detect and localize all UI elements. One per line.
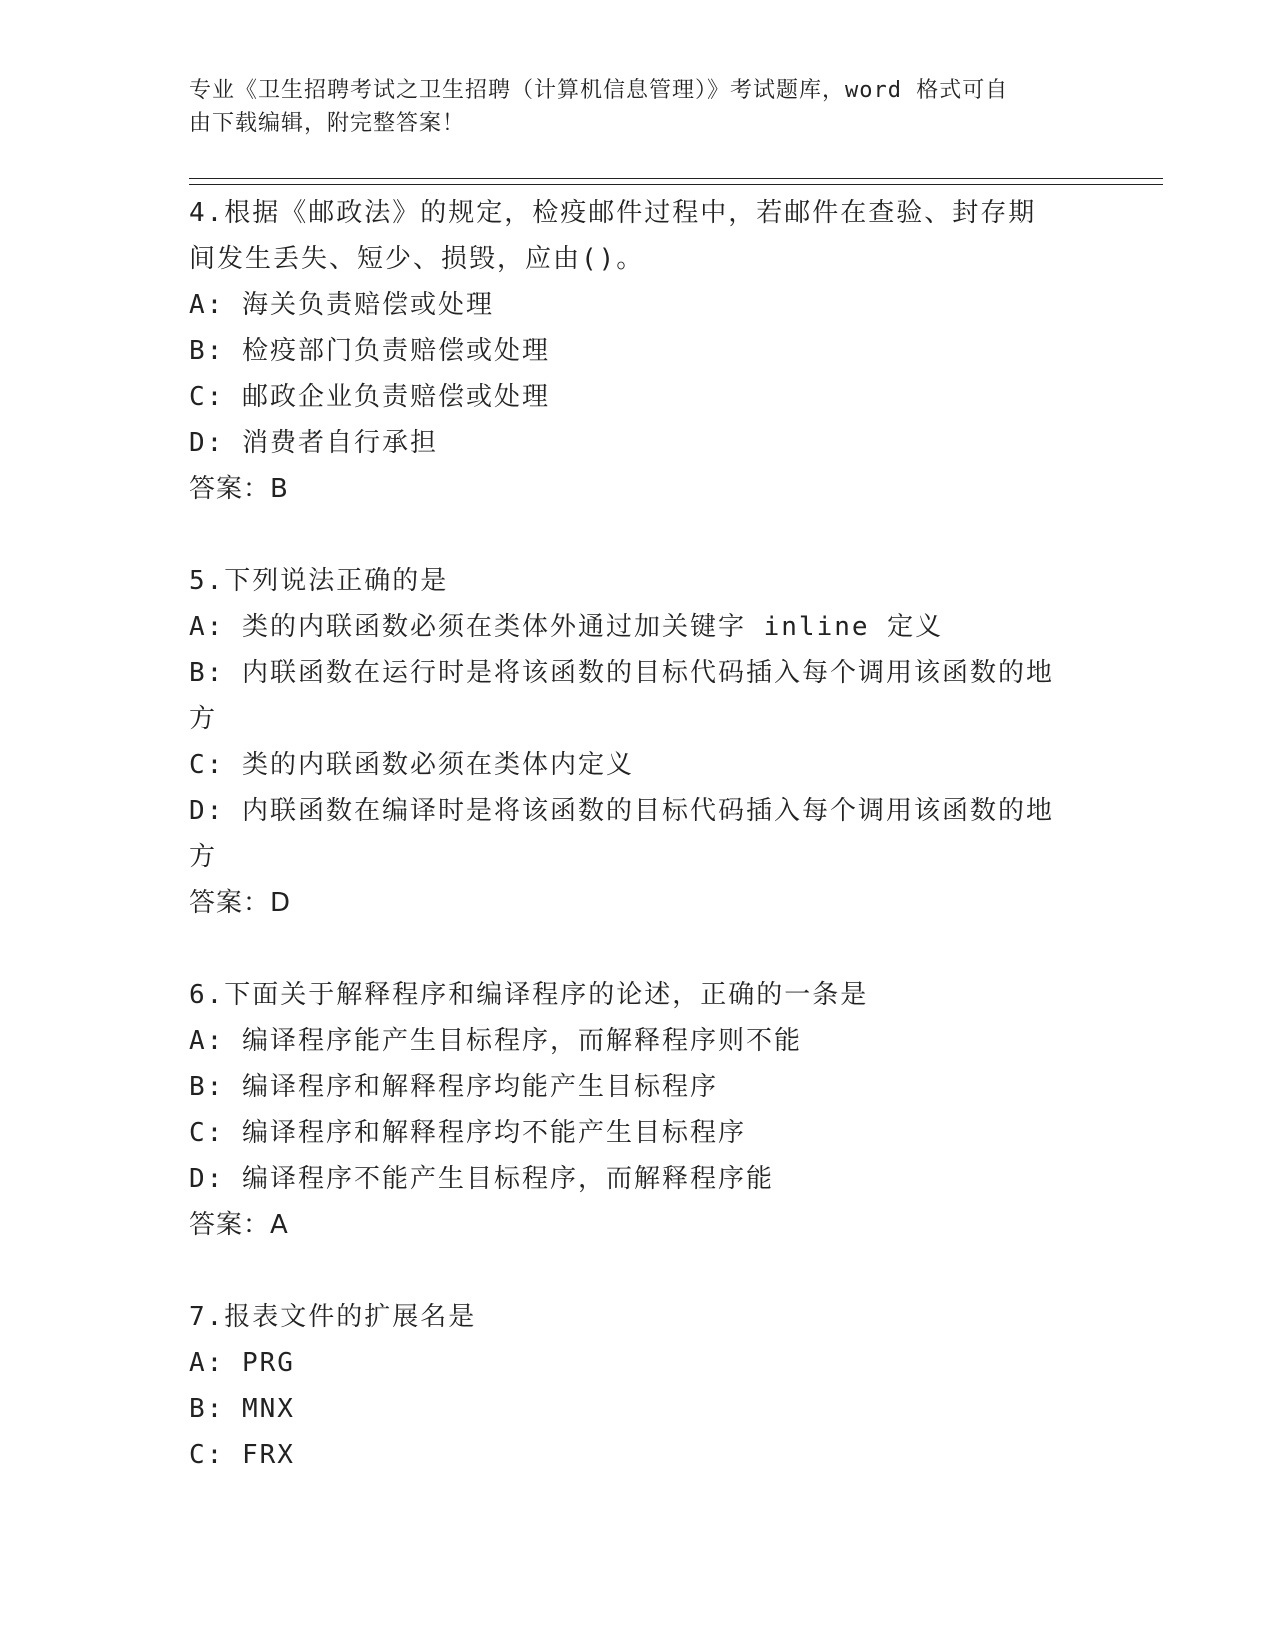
question-stem: 5.下列说法正确的是	[189, 566, 449, 596]
question-block	[189, 190, 1089, 512]
question-block	[189, 558, 1089, 926]
answer-option: 方	[189, 842, 218, 872]
document-header	[189, 74, 1069, 140]
question-stem: 4.根据《邮政法》的规定，检疫邮件过程中，若邮件在查验、封存期	[189, 198, 1037, 228]
answer-option: B: MNX	[189, 1394, 295, 1424]
question-list	[189, 190, 1089, 1524]
header-line-1: 专业《卫生招聘考试之卫生招聘（计算机信息管理）》考试题库，word 格式可自	[189, 78, 1009, 103]
answer-option: B: 内联函数在运行时是将该函数的目标代码插入每个调用该函数的地	[189, 658, 1054, 688]
header-divider-bottom	[189, 184, 1163, 185]
answer-option: A: 编译程序能产生目标程序，而解释程序则不能	[189, 1026, 802, 1056]
question-block	[189, 972, 1089, 1248]
answer-key: 答案：B	[189, 474, 289, 504]
answer-key: 答案：D	[189, 888, 292, 918]
question-stem: 7.报表文件的扩展名是	[189, 1302, 477, 1332]
answer-option: A: PRG	[189, 1348, 295, 1378]
answer-option: C: 邮政企业负责赔偿或处理	[189, 382, 550, 412]
header-line-2: 由下载编辑，附完整答案！	[189, 111, 466, 136]
question-stem: 间发生丢失、短少、损毁，应由()。	[189, 244, 645, 274]
answer-option: C: 编译程序和解释程序均不能产生目标程序	[189, 1118, 746, 1148]
question-stem: 6.下面关于解释程序和编译程序的论述，正确的一条是	[189, 980, 869, 1010]
header-divider-top	[189, 178, 1163, 179]
answer-option: B: 编译程序和解释程序均能产生目标程序	[189, 1072, 718, 1102]
answer-option: 方	[189, 704, 218, 734]
answer-key: 答案：A	[189, 1210, 289, 1240]
answer-option: D: 消费者自行承担	[189, 428, 438, 458]
answer-option: D: 内联函数在编译时是将该函数的目标代码插入每个调用该函数的地	[189, 796, 1054, 826]
answer-option: A: 海关负责赔偿或处理	[189, 290, 494, 320]
answer-option: A: 类的内联函数必须在类体外通过加关键字 inline 定义	[189, 612, 944, 642]
answer-option: B: 检疫部门负责赔偿或处理	[189, 336, 550, 366]
answer-option: C: FRX	[189, 1440, 295, 1470]
question-block	[189, 1294, 1089, 1478]
answer-option: C: 类的内联函数必须在类体内定义	[189, 750, 634, 780]
answer-option: D: 编译程序不能产生目标程序，而解释程序能	[189, 1164, 774, 1194]
